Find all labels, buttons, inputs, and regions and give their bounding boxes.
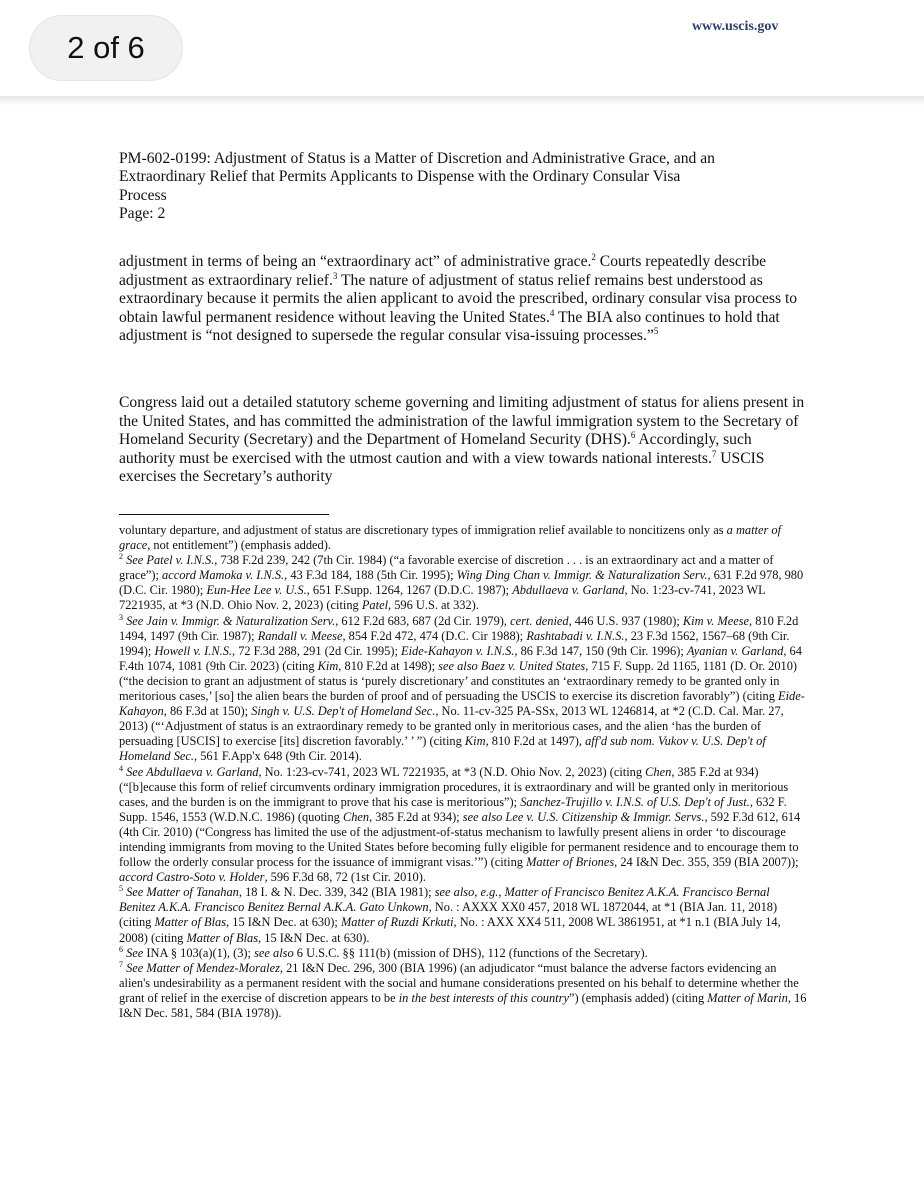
case-citation: Abdullaeva v. Garland (512, 583, 625, 598)
text-run: , 592 F.3d 612, 614 (4th Cir. 2010) (“Congress has limited the use of the adjustment-of-status mechanism to lawfully present aliens in order ‘to discourage intending immigrants from moving to the United States before becoming fully eligible for permanent residence and to encourage them to follow the orderly consular process for the issuance of immigrant visas.’”) (citing (119, 809, 801, 870)
text-run: , No. 1:23-cv-741, 2023 WL 7221935, at *3 (N.D. Ohio Nov. 2, 2023) (citing (119, 583, 766, 613)
text-run: , 631 F.2d 978, 980 (D.C. Cir. 1980); (119, 568, 804, 598)
case-citation: Matter of Ruzdi Krkuti (340, 915, 454, 930)
text-run: , 561 F.App'x 648 (9th Cir. 2014). (194, 749, 362, 764)
text-run: , 16 I&N Dec. 581, 584 (BIA 1978)). (119, 990, 807, 1020)
case-citation: accord Mamoka v. I.N.S. (162, 568, 285, 583)
case-citation: Chen (342, 809, 370, 824)
text-run: , 21 I&N Dec. 296, 300 (BIA 1996) (an adjudicator “must balance the adverse factors evidencing an alien's undesirability as a permanent resident with the social and humane considerations presented on his behalf to determine whether the grant of relief in the exercise of discretion appears to be (119, 960, 799, 1005)
page-counter-badge[interactable]: 2 of 6 (30, 16, 182, 80)
text-run: , not entitlement”) (emphasis added). (147, 538, 331, 553)
memo-title-line-2: Extraordinary Relief that Permits Applicants to Dispense with the Ordinary Consular Visa (119, 168, 681, 186)
case-citation: See Abdullaeva v. Garland (123, 764, 259, 779)
body-paragraph-1 (119, 253, 809, 346)
text-run: , 15 I&N Dec. at 630). (258, 930, 370, 945)
case-citation: Ayanian v. Garland (686, 643, 784, 658)
case-citation: See Patel v. I.N.S. (123, 553, 215, 568)
text-run: Accordingly, such authority must be exercised with the utmost caution and with a view towards national interests. (119, 431, 752, 467)
text-run: , 810 F.2d at 1498); (338, 658, 439, 673)
memo-title-line-3: Process (119, 186, 167, 204)
italic-run: a matter of grace (119, 523, 782, 553)
text-run: USCIS exercises the Secretary’s authority (119, 449, 765, 486)
text-run: The BIA also continues to hold that adjustment is “not designed to supersede the regular consular visa-issuing processes.” (119, 308, 780, 345)
case-citation: see also, e.g., Matter of Francisco Benitez A.K.A. Francisco Bernal Benitez A.K.A. Francisco Benitez Bernal A.K.A. Gato Unkown (119, 885, 770, 915)
text-run: , No. 1:23-cv-741, 2023 WL 7221935, at *3 (N.D. Ohio Nov. 2, 2023) (citing (258, 764, 646, 779)
memo-header (119, 150, 809, 223)
text-run: 810 F.2d at 1497), (488, 734, 586, 749)
signal-word: See (123, 945, 144, 960)
page-edge-shadow (0, 96, 924, 106)
document-page (0, 106, 924, 1200)
text-run: , 385 F.2d at 934); (369, 809, 463, 824)
footnote-ref-7[interactable]: 7 (711, 448, 717, 459)
case-citation: accord Castro-Soto v. Holder (119, 870, 265, 885)
case-citation: Eide-Kahayon v. I.N.S. (401, 643, 515, 658)
case-citation: see also Baez v. United States (438, 658, 586, 673)
text-run: , 15 I&N Dec. at 630); (226, 915, 341, 930)
case-citation: Kim v. Meese (682, 613, 750, 628)
case-citation: See Matter of Tanahan (123, 885, 239, 900)
body-paragraph-2 (119, 394, 809, 487)
signal-word: see also (254, 945, 294, 960)
text-run: , No. : AXX XX4 511, 2008 WL 3861951, at *1 n.1 (BIA July 14, 2008) (citing (119, 915, 781, 945)
text-run: , No. 11-cv-325 PA-SSx, 2013 WL 1246814, at *2 (C.D. Cal. Mar. 27, 2013) (“‘Adjustment of status is an extraordinary remedy to be granted only in meritorious cases, and the alien ‘has the burden of persuading [USCIS] to exercise [its] discretion favorably.’ ’ ”) (citing (119, 704, 784, 749)
text-run: , 596 U.S. at 332). (388, 598, 479, 613)
text-run: , 385 F.2d at 934) (“[b]ecause this form of relief circumvents ordinary immigration procedures, it is extraordinary and will be granted only in meritorious cases, and the burden is on the immigrant to prove that his case is meritorious”); (119, 764, 789, 809)
case-citation: Kim (317, 658, 339, 673)
footnote-number: 4 (119, 763, 123, 773)
case-citation: Howell v. I.N.S. (154, 643, 232, 658)
text-run: , 23 F.3d 1562, 1567–68 (9th Cir. 1994); (119, 628, 790, 658)
case-citation: Matter of Briones, (526, 855, 618, 870)
text-run: , 86 F.3d 147, 150 (9th Cir. 1996); (514, 643, 687, 658)
case-citation: Eun-Hee Lee v. U.S. (206, 583, 307, 598)
footnote-2 (119, 553, 809, 613)
case-citation: Wing Ding Chan v. Immigr. & Naturalization Serv. (456, 568, 708, 583)
text-run: , 72 F.3d 288, 291 (2d Cir. 1995); (232, 643, 402, 658)
footnote-divider (119, 514, 329, 515)
text-run: , 738 F.2d 239, 242 (7th Cir. 1984) (“a favorable exercise of discretion . . . is an extraordinary act and a matter of grace”); (119, 553, 774, 583)
case-citation: Eide-Kahayon (119, 689, 805, 719)
case-citation: Chen (645, 764, 672, 779)
footnote-ref-5[interactable]: 5 (653, 326, 659, 337)
text-run: , 632 F. Supp. 1546, 1553 (W.D.N.C. 1986) (quoting (119, 794, 787, 824)
case-citation: cert. denied, (510, 613, 572, 628)
text-run: ”) (emphasis added) (citing (568, 990, 708, 1005)
text-run: 6 U.S.C. §§ 111(b) (mission of DHS), 112 (functions of the Secretary). (293, 945, 648, 960)
footnote-number: 5 (119, 884, 123, 894)
case-citation: Singh v. U.S. Dep't of Homeland Sec. (251, 704, 436, 719)
text-run: 446 U.S. 937 (1980); (571, 613, 683, 628)
footnote-4 (119, 765, 809, 886)
text-run: INA § 103(a)(1), (3); (143, 945, 255, 960)
page-number: Page: 2 (119, 204, 166, 222)
case-citation: aff'd sub nom. Vukov v. U.S. Dep't of Homeland Sec. (119, 734, 766, 764)
case-citation: see also Lee v. U.S. Citizenship & Immigr. Servs. (462, 809, 705, 824)
case-citation: Kim, (464, 734, 489, 749)
case-citation: Rashtabadi v. I.N.S. (526, 628, 625, 643)
text-run: Congress laid out a detailed statutory scheme governing and limiting adjustment of status for aliens present in the United States, and has committed the administration of the lawful immigration system to the Secretary of Homeland Security (Secretary) and the Department of Homeland Security (DHS). (119, 394, 805, 449)
case-citation: Sanchez-Trujillo v. I.N.S. of U.S. Dep't of Just. (520, 794, 750, 809)
text-run: voluntary departure, and adjustment of status are discretionary types of immigration relief available to noncitizens only as (119, 523, 727, 537)
footnote-5 (119, 885, 809, 945)
text-run: , 854 F.2d 472, 474 (D.C. Cir 1988); (342, 628, 527, 643)
footnote-ref-2[interactable]: 2 (591, 251, 596, 262)
text-run: , 612 F.2d 683, 687 (2d Cir. 1979), (335, 613, 511, 628)
text-run: , 64 F.4th 1074, 1081 (9th Cir. 2023) (citing (119, 643, 802, 673)
text-run: Courts repeatedly describe adjustment as extraordinary relief. (119, 253, 767, 289)
case-citation: Matter of Blas (186, 930, 259, 945)
footnotes-section (119, 523, 809, 1021)
case-citation: Matter of Blas (154, 915, 227, 930)
case-citation: See Matter of Mendez-Moralez (123, 960, 280, 975)
text-run: , 86 F.3d at 150); (163, 704, 252, 719)
footnote-number: 7 (119, 959, 123, 969)
text-run: The nature of adjustment of status relief remains best understood as extraordinary because it permits the alien applicant to avoid the prescribed, ordinary consular visa process to obtain lawful permanent residence without leaving the United States. (119, 271, 798, 326)
footnote-ref-6[interactable]: 6 (630, 430, 636, 440)
case-citation: Matter of Marin (707, 990, 788, 1005)
footnote-3 (119, 614, 809, 765)
footnote-6 (119, 946, 809, 961)
footnote-ref-4[interactable]: 4 (549, 307, 555, 318)
viewer-top-bar (0, 0, 924, 92)
text-run: , No. : AXXX XX0 457, 2018 WL 1872044, at *1 (BIA Jan. 11, 2018) (citing (119, 900, 778, 930)
text-run: , 651 F.Supp. 1264, 1267 (D.D.C. 1987); (306, 583, 513, 598)
memo-title-line-1: PM-602-0199: Adjustment of Status is a Matter of Discretion and Administrative Grace, and an (119, 150, 715, 167)
case-citation: See Jain v. Immigr. & Naturalization Serv. (123, 613, 336, 628)
footnote-number: 3 (119, 612, 123, 622)
text-run: , 18 I. & N. Dec. 339, 342 (BIA 1981); (238, 885, 435, 900)
text-run: 24 I&N Dec. 355, 359 (BIA 2007)); (617, 855, 799, 870)
case-citation: Randall v. Meese (257, 628, 343, 643)
emphasis-run: in the best interests of this country (398, 990, 569, 1005)
footnote-number: 2 (119, 552, 123, 562)
footnote-ref-3[interactable]: 3 (332, 270, 338, 281)
footnote-number: 6 (119, 944, 123, 954)
text-run: adjustment in terms of being an “extraordinary act” of administrative grace. (119, 253, 592, 270)
footnote-7 (119, 961, 809, 1021)
text-run: , 43 F.3d 184, 188 (5th Cir. 1995); (284, 568, 457, 583)
case-citation: Patel (361, 598, 389, 613)
text-run: , 596 F.3d 68, 72 (1st Cir. 2010). (264, 870, 426, 885)
footnote-continuation (119, 523, 809, 553)
site-url-link[interactable]: www.uscis.gov (692, 19, 779, 34)
text-run: , 810 F.2d 1494, 1497 (9th Cir. 1987); (119, 613, 799, 643)
text-run: , 715 F. Supp. 2d 1165, 1181 (D. Or. 2010) (“the decision to grant an adjustment of status is ‘purely discretionary’ and constitutes an ‘extraordinary remedy to be granted only in meritorious cases,’ [so] the alien bears the burden of proof and of persuading the USCIS to exercise its discretion favorably”) (citing (119, 658, 798, 704)
